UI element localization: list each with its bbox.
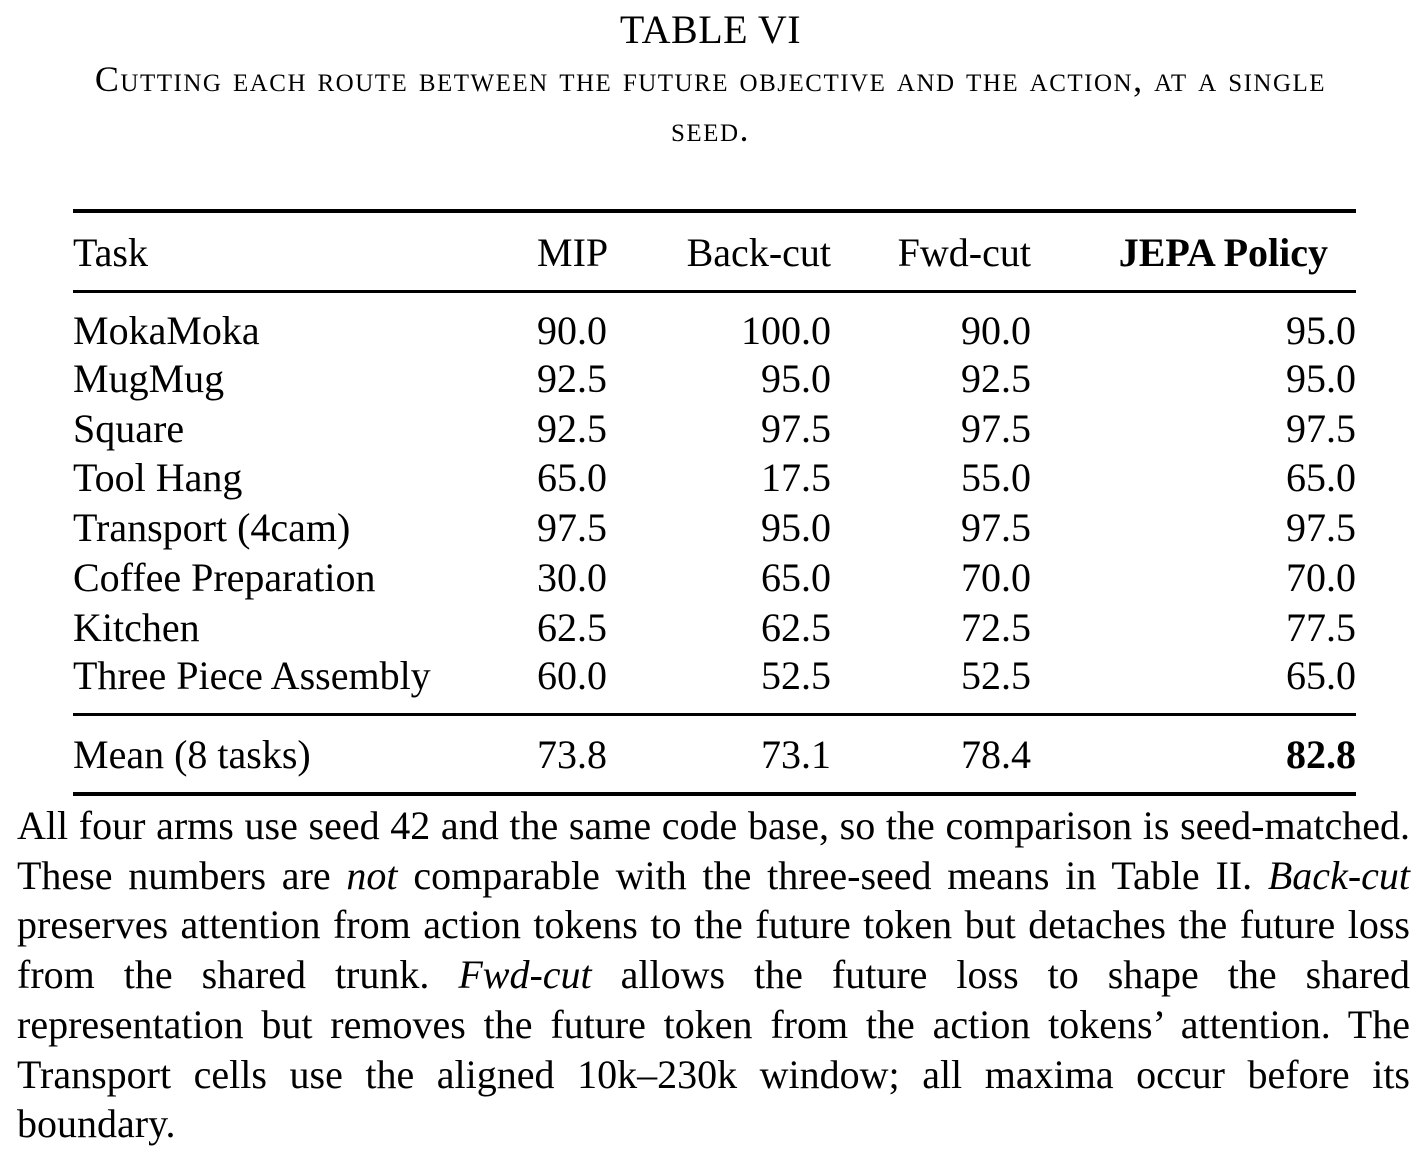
fwd-cut-cell: 72.5 [961,604,1031,650]
footnote-emphasis-back-cut: Back-cut [1267,852,1411,898]
mip-cell: 92.5 [537,405,607,451]
table-label: TABLE VI [619,7,802,52]
task-cell: Three Piece Assembly [73,653,431,699]
back-cut-cell: 95.0 [761,505,831,551]
table-row [73,354,1356,404]
back-cut-cell: 97.5 [761,405,831,451]
mip-cell: 30.0 [537,555,607,601]
jepa-cell: 97.5 [1286,405,1356,451]
fwd-cut-cell: 52.5 [961,653,1031,699]
task-cell: Coffee Preparation [73,555,376,601]
mip-cell: 62.5 [537,604,607,650]
results-table [73,209,1356,796]
mean-jepa-cell: 82.8 [1031,715,1356,795]
jepa-cell: 77.5 [1286,604,1356,650]
header-row [73,211,1356,291]
mean-back-cut-cell: 73.1 [671,715,831,795]
jepa-cell: 70.0 [1286,555,1356,601]
header-task: Task [73,211,537,291]
table-header [73,211,1356,291]
table-row [73,291,1356,354]
task-cell: Kitchen [73,604,200,650]
footnote-emphasis-not: not [346,852,398,898]
table-row [73,453,1356,503]
footnote-text: allows the future loss to shape the shared representation but removes the future token from the action tokens’ attention. The Transport cells use the aligned 10k–230k window; all maxima occur before its boundary. [17,952,1410,1147]
fwd-cut-cell: 92.5 [961,355,1031,401]
table-row [73,503,1356,553]
task-cell: Transport (4cam) [73,505,351,551]
table-caption [0,6,1421,154]
table-row [73,652,1356,715]
results-table-wrapper [73,209,1356,796]
task-cell: Tool Hang [73,455,243,501]
table-row [73,403,1356,453]
jepa-cell: 97.5 [1286,505,1356,551]
fwd-cut-cell: 90.0 [961,307,1031,353]
table-row [73,553,1356,603]
jepa-cell: 95.0 [1286,307,1356,353]
mean-row [73,715,1356,795]
back-cut-cell: 17.5 [761,455,831,501]
mean-label-cell: Mean (8 tasks) [73,715,537,795]
mip-cell: 92.5 [537,355,607,401]
task-cell: MokaMoka [73,307,260,353]
back-cut-cell: 62.5 [761,604,831,650]
jepa-cell: 65.0 [1286,455,1356,501]
header-back-cut: Back-cut [671,211,831,291]
table-title: Cutting each route between the future objective and the action, at a single seed. [94,59,1327,149]
mip-cell: 60.0 [537,653,607,699]
mip-cell: 90.0 [537,307,607,353]
task-cell: MugMug [73,355,225,401]
jepa-cell: 65.0 [1286,653,1356,699]
fwd-cut-cell: 55.0 [961,455,1031,501]
table-row [73,602,1356,652]
task-cell: Square [73,405,185,451]
header-jepa-policy: JEPA Policy [1031,211,1356,291]
mean-fwd-cut-cell: 78.4 [831,715,1031,795]
fwd-cut-cell: 70.0 [961,555,1031,601]
footnote-emphasis-fwd-cut: Fwd-cut [458,952,592,998]
header-mip: MIP [537,211,671,291]
mip-cell: 97.5 [537,505,607,551]
back-cut-cell: 100.0 [741,307,831,353]
fwd-cut-cell: 97.5 [961,405,1031,451]
mip-cell: 65.0 [537,455,607,501]
jepa-cell: 95.0 [1286,355,1356,401]
back-cut-cell: 95.0 [761,355,831,401]
table-body [73,291,1356,715]
back-cut-cell: 65.0 [761,555,831,601]
footnote-text: comparable with the three-seed means in Table II. [397,852,1268,898]
back-cut-cell: 52.5 [761,653,831,699]
fwd-cut-cell: 97.5 [961,505,1031,551]
table-summary [73,715,1356,795]
footnote-text: All four arms use seed 42 and the same code base, so the comparison is seed-matched. These numbers are [17,803,1410,898]
mean-mip-cell: 73.8 [537,715,671,795]
table-footnote [17,801,1410,1149]
header-fwd-cut: Fwd-cut [831,211,1031,291]
footnote-text: preserves attention from action tokens to the future token but detaches the future loss from the shared trunk. [17,902,1410,998]
